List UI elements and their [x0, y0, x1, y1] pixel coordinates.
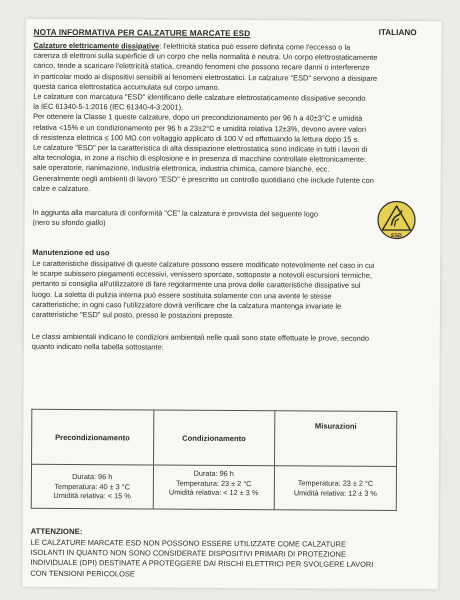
- cell-line: Temperatura: 40 ± 3 °C: [54, 481, 130, 492]
- conditions-table: [31, 409, 398, 511]
- attention-line: INDIVIDUALE (DPI) DESTINATE A PROTEGGERE DAI RISCHI ELETTRICI PER SVOLGERE LAVORI: [30, 558, 374, 570]
- maintenance-line: Le caratteristiche dissipative di queste calzature possono essere modificate notevolmente nel caso in cui: [32, 258, 375, 270]
- table-header-cell: Misurazioni: [275, 411, 397, 467]
- cell-line: Umidità relativa: < 12 ± 3 %: [168, 487, 259, 498]
- intro-line-text: : l'elettricità statica può essere definita come l'eccesso o la: [159, 41, 351, 52]
- intro-line: Le calzature con marcatura "ESD" identificano delle calzature elettrostaticamente dissipative secondo: [33, 91, 366, 103]
- intro-line: di resistenza elettrica ≤ 100 MΩ con voltaggio applicato di 100 V ed effettuando la lettura dopo 15 s.: [32, 132, 360, 144]
- intro-line: relativa <15% e un condizionamento per 96 h a 23±2°C e umidità relativa 12±3%, devono avere valori: [33, 122, 367, 134]
- table-header-row: [32, 409, 397, 466]
- language-label: ITALIANO: [378, 27, 417, 38]
- cell-line: Umidità relativa: < 15 %: [53, 491, 131, 501]
- document-content: [32, 27, 437, 355]
- ce-note-line: (nero su sfondo giallo): [32, 218, 106, 228]
- intro-lead: Calzature elettricamente dissipative: [33, 40, 160, 51]
- intro-line: in particolar modo ai dispositivi sensibili ai fenomeni elettrostatici. Le calzature "ESD" servono a dissipare: [33, 71, 378, 83]
- ce-note: [32, 206, 435, 246]
- table-cell: [31, 464, 153, 509]
- ce-note-line: In aggiunta alla marcatura di conformità "CE" la calzatura è provvista del seguente logo: [32, 207, 319, 219]
- intro-line: Le calzature "ESD" per la caratteristica di alta dissipazione elettrostatica sono indicate in tutti i lavori di: [32, 142, 368, 154]
- attention-text: [30, 538, 430, 581]
- attention-block: [30, 527, 430, 581]
- table-header-cell: Condizionamento: [153, 410, 275, 466]
- ce-note-text: [32, 208, 318, 230]
- cell-line: Temperatura: 23 ± 2 °C: [297, 478, 374, 488]
- environment-paragraph: [32, 332, 435, 355]
- environment-line: Le classi ambientali indicano le condizioni ambientali nelle quali sono state effettuate le prove, secondo: [31, 332, 370, 344]
- table-row: [31, 464, 396, 510]
- document-header: [34, 27, 437, 42]
- table-cell: [153, 465, 275, 510]
- attention-title: ATTENZIONE:: [30, 526, 83, 537]
- intro-line: la IEC 61340-5-1:2016 (IEC 61340-4-3:2001).: [33, 102, 184, 112]
- maintenance-line: luogo. La soletta di pulizia interna può essere sostituita solamente con una avente le stesse: [32, 289, 332, 301]
- cell-line: Temperatura: 23 ± 2 °C: [175, 478, 252, 488]
- cell-line: Durata: 96 h: [72, 472, 113, 482]
- cell-line: Umidità relativa: 12 ± 3 %: [293, 487, 377, 498]
- document-page: [22, 19, 441, 590]
- maintenance-line: pertanto si consiglia all'utilizzatore di fare regolarmente una prova delle caratteristiche dissipative sul: [32, 279, 361, 291]
- intro-line: sale operatorie, rianimazione, industria elettronica, industria chimica, camere bianche, ecc.: [32, 163, 330, 175]
- intro-paragraph: [33, 41, 437, 197]
- maintenance-paragraph: [32, 259, 435, 323]
- table-header-cell: Precondizionamento: [32, 409, 154, 465]
- intro-line: calze e calzature.: [32, 183, 91, 193]
- intro-line: carico, tende a scaricare l'elettricità statica, creando fenomeni che possono recare danni o interferenze: [33, 61, 370, 73]
- table-cell: [274, 466, 396, 511]
- intro-line: questa carica elettrostatica accumulata sul corpo umano.: [33, 81, 220, 92]
- intro-line: carenza di elettroni sulla superficie di un corpo che nella normalità è neutra. Un corpo elettrostaticamente: [33, 50, 378, 63]
- esd-logo-label: ESD: [391, 233, 402, 240]
- maintenance-title: Manutenzione ed uso: [32, 247, 110, 258]
- intro-line: alta tecnologia, in zone a rischio di esplosione e in presenza di macchine controllate elettronicamente:: [32, 153, 367, 165]
- intro-line: Generalmente negli ambienti di lavoro "ESD" è prescritto un controllo quotidiano che include l'utente con: [32, 173, 374, 185]
- attention-line: LE CALZATURE MARCATE ESD NON POSSONO ESSERE UTILIZZATE COME CALZATURE: [30, 537, 346, 549]
- environment-line: quanto indicato nella tabella sottostante:: [31, 342, 164, 353]
- esd-logo-icon: [376, 200, 416, 240]
- intro-line: Per ottenere la Classe 1 queste calzature, dopo un precondizionamento per 96 h a 40±3°C e umidità: [33, 112, 363, 124]
- document-title: NOTA INFORMATIVA PER CALZATURE MARCATE ESD: [33, 27, 251, 39]
- maintenance-line: le scarpe subissero piegamenti eccessivi, venissero sporcate, sottoposte a notevoli escursioni termiche,: [32, 269, 372, 281]
- cell-line: Durata: 96 h: [193, 468, 234, 479]
- attention-line: CON TENSIONI PERICOLOSE: [30, 568, 135, 579]
- maintenance-line: caratteristiche "ESD" sul posto, presso le postazioni preposte.: [31, 309, 235, 321]
- maintenance-line: caratteristiche; in ogni caso l'utilizzatore dovrà verificare che la calzatura mantenga invariate le: [31, 299, 342, 311]
- attention-line: ISOLANTI IN QUANTO NON SONO CONSIDERATE DISPOSITIVI PRIMARI DI PROTEZIONE: [30, 547, 346, 559]
